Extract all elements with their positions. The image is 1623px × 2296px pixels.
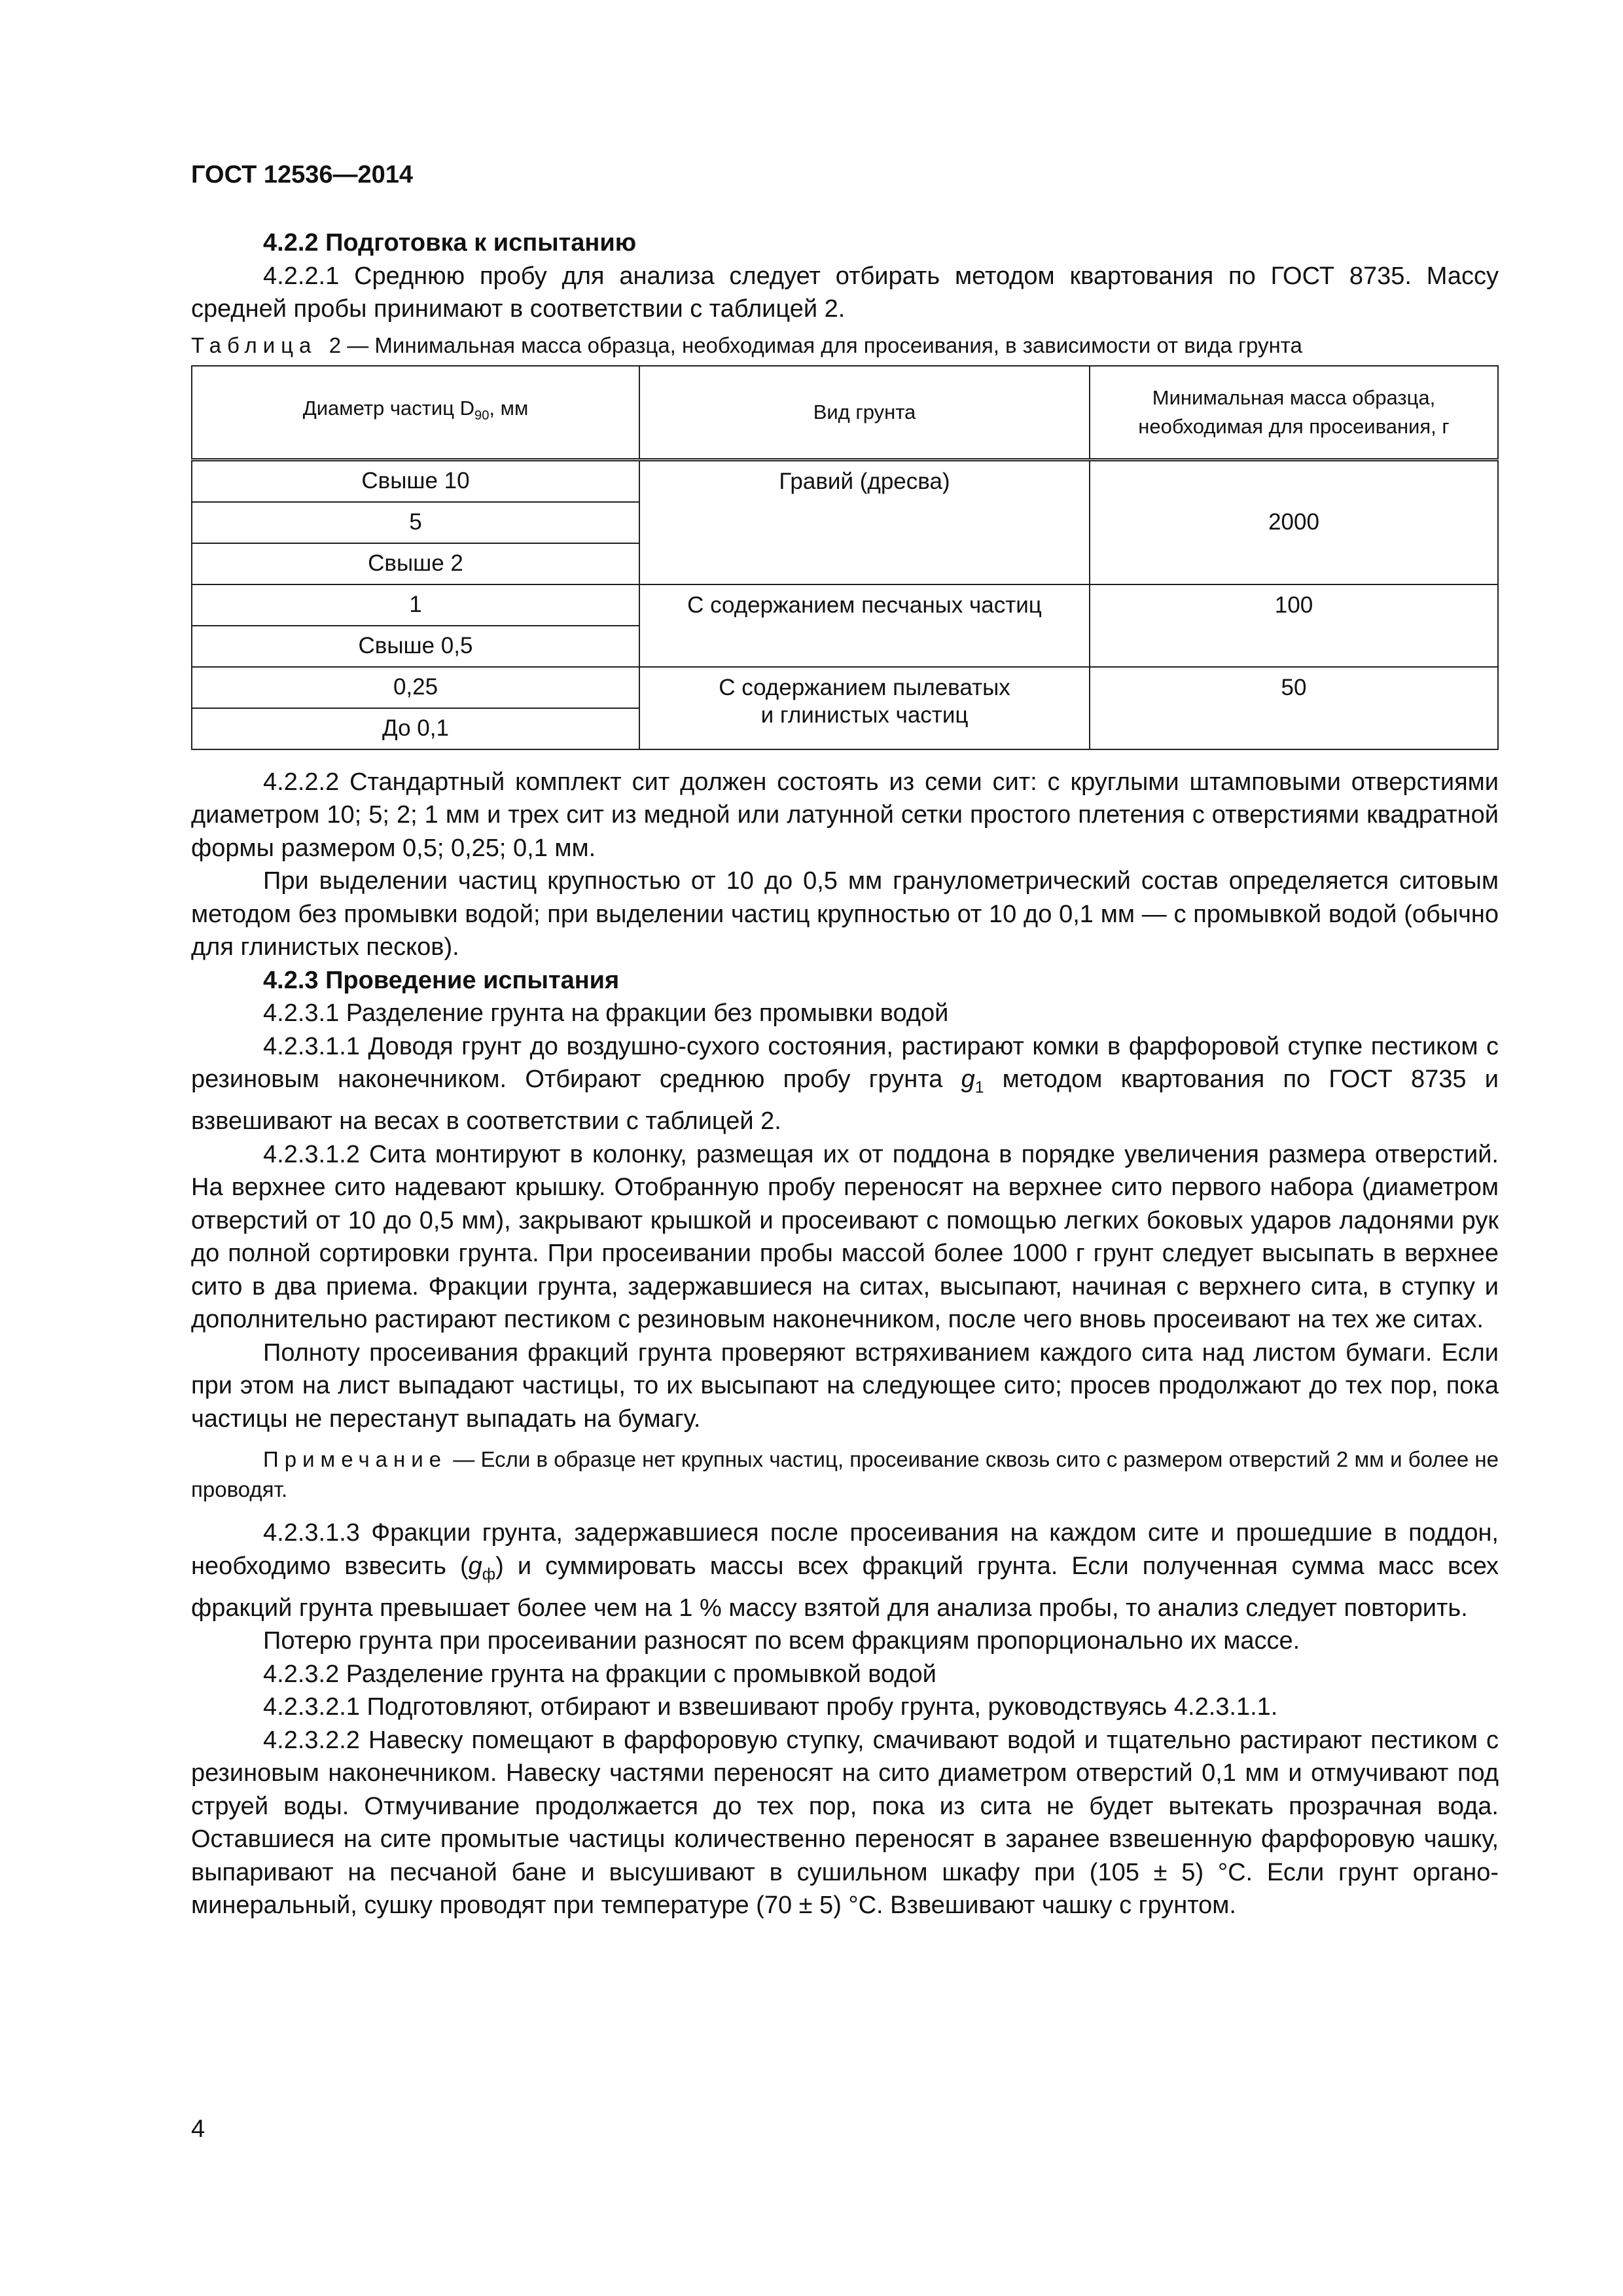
- header-soil-type: Вид грунта: [639, 366, 1090, 460]
- table-header-row: [192, 366, 1498, 460]
- paragraph-4-2-3-1: 4.2.3.1 Разделение грунта на фракции без промывки водой: [263, 999, 949, 1027]
- table-caption-text: 2 — Минимальная масса образца, необходимая для просеивания, в зависимости от вида грунта: [329, 332, 1302, 357]
- diameter-cell: 5: [192, 502, 639, 543]
- paragraph-4-2-3-2-1: 4.2.3.2.1 Подготовляют, отбирают и взвешивают пробу грунта, руководствуясь 4.2.3.1.1.: [263, 1693, 1278, 1721]
- table-row: [192, 459, 1498, 502]
- diameter-cell: Свыше 2: [192, 543, 639, 584]
- soil-type-cell: С содержанием пылеватых и глинистых частиц: [639, 667, 1090, 749]
- diameter-cell: Свыше 10: [192, 459, 639, 502]
- soil-type-cell: С содержанием песчаных частиц: [639, 584, 1090, 667]
- table-row: [192, 667, 1498, 708]
- mass-cell: 2000: [1090, 459, 1498, 584]
- diameter-cell: До 0,1: [192, 708, 639, 749]
- paragraph-4-2-2-2: 4.2.2.2 Стандартный комплект сит должен состоять из семи сит: с круглыми штамповыми отверстиями диаметром 10; 5; 2; 1 мм и трех сит из медной или латунной сетки простого плетения с отверстиями квадратной формы размером 0,5; 0,25; 0,1 мм.: [191, 768, 1499, 862]
- section-heading-4-2-2: 4.2.2 Подготовка к испытанию: [263, 229, 637, 257]
- table-2: [191, 365, 1499, 750]
- paragraph-4-2-3-1-3: 4.2.3.1.3 Фракции грунта, задержавшиеся после просеивания на каждом сите и прошедшие в поддон, необходимо взвесить $(g_ф)$ и суммировать массы всех фракций грунта. Если полученная сумма масс всех фракций грунта превышает более чем на 1 % массу взятой для анализа пробы, то анализ следует повторить.: [191, 1519, 1499, 1622]
- diameter-cell: 0,25: [192, 667, 639, 708]
- diameter-cell: 1: [192, 584, 639, 626]
- page-number: 4: [191, 2115, 205, 2143]
- note-label: Примечание: [263, 1447, 448, 1472]
- soil-type-cell: Гравий (дресва): [639, 459, 1090, 584]
- paragraph-4-2-3-1-1: 4.2.3.1.1 Доводя грунт до воздушно-сухого состояния, растирают комки в фарфоровой ступке пестиком с резиновым наконечником. Отбирают среднюю пробу грунта $g_1$ методом квартования по ГОСТ 8735 и взвешивают на весах в соответствии с таблицей 2.: [191, 1032, 1499, 1136]
- document-body: [191, 226, 1499, 1922]
- paragraph-4-2-3-2: 4.2.3.2 Разделение грунта на фракции с промывкой водой: [263, 1660, 936, 1688]
- paragraph-4-2-2-1: 4.2.2.1 Среднюю пробу для анализа следует отбирать методом квартования по ГОСТ 8735. Массу средней пробы принимают в соответствии с таблицей 2.: [191, 262, 1499, 323]
- paragraph-4-2-3-2-2: 4.2.3.2.2 Навеску помещают в фарфоровую ступку, смачивают водой и тщательно растирают пестиком с резиновым наконечником. Навеску частями переносят на сито диаметром отверстий 0,1 мм и отмучивают под струей воды. Отмучивание продолжается до тех пор, пока из сита не будет вытекать прозрачная вода. Оставшиеся на сите промытые частицы количественно переносят в заранее взвешенную фарфоровую чашку, выпаривают на песчаной бане и высушивают в сушильном шкафу при (105 ± 5) °С. Если грунт органо-минеральный, сушку проводят при температуре (70 ± 5) °С. Взвешивают чашку с грунтом.: [191, 1726, 1499, 1920]
- mass-cell: 50: [1090, 667, 1498, 749]
- mass-cell: 100: [1090, 584, 1498, 667]
- paragraph-4-2-3-1-2: 4.2.3.1.2 Сита монтируют в колонку, размещая их от поддона в порядке увеличения размера отверстий. На верхнее сито надевают крышку. Отобранную пробу переносят на верхнее сито первого набора (диаметром отверстий от 10 до 0,5 мм), закрывают крышкой и просеивают с помощью легких боковых ударов ладонями рук до полной сортировки грунта. При просеивании пробы массой более 1000 г грунт следует высыпать в верхнее сито в два приема. Фракции грунта, задержавшиеся на ситах, высыпают, начиная с верхнего сита, в ступку и дополнительно растирают пестиком с резиновым наконечником, после чего вновь просеивают на тех же ситах.: [191, 1140, 1499, 1334]
- section-heading-4-2-3: 4.2.3 Проведение испытания: [263, 966, 620, 994]
- document-code-header: ГОСТ 12536—2014: [191, 161, 414, 188]
- header-diameter: Диаметр частиц $D_{90}$, мм: [192, 366, 639, 460]
- header-min-mass: Минимальная масса образца, необходимая для просеивания, г: [1090, 366, 1498, 460]
- table-row: [192, 584, 1498, 626]
- table-caption: [191, 326, 1499, 365]
- paragraph-completeness: Полноту просеивания фракций грунта проверяют встряхиванием каждого сита над листом бумаги. Если при этом на лист выпадают частицы, то их высыпают на следующее сито; просев продолжают до тех пор, пока частицы не перестанут выпадать на бумагу.: [191, 1338, 1499, 1433]
- note-text: — Если в образце нет крупных частиц, просеивание сквозь сито с размером отверстий 2 мм и более не проводят.: [191, 1447, 1499, 1502]
- note: [191, 1444, 1499, 1505]
- paragraph-sieve-method: При выделении частиц крупностью от 10 до 0,5 мм гранулометрический состав определяется ситовым методом без промывки водой; при выделении частиц крупностью от 10 до 0,1 мм — с промывкой водой (обычно для глинистых песков).: [191, 867, 1499, 961]
- paragraph-soil-loss: Потерю грунта при просеивании разносят по всем фракциям пропорционально их массе.: [263, 1627, 1300, 1655]
- table-caption-label: Таблица: [191, 332, 317, 357]
- diameter-cell: Свыше 0,5: [192, 626, 639, 667]
